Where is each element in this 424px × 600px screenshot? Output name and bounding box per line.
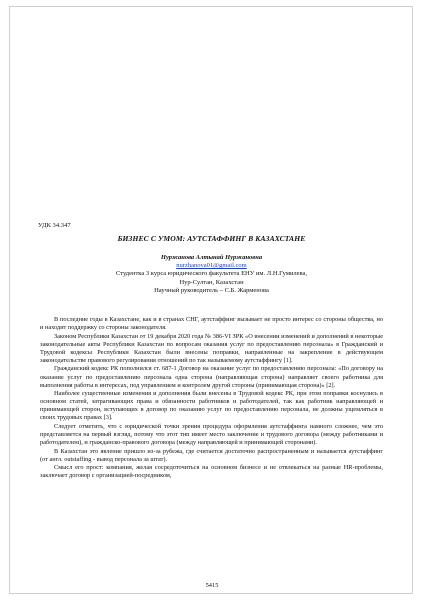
author-affiliation: Студентка 3 курса юридического факультета ЕНУ им. Л.Н.Гумилева, [115,270,308,278]
paragraph: Смысл его прост: компания, желая сосредоточиться на основном бизнесе и не отвлекаться на разные HR-проблемы, заключает договор с организацией-посредником, [40,464,383,480]
body-text [40,316,383,481]
udc-code: УДК 34.347 [38,222,71,229]
page-frame [9,6,413,594]
page-number: 5415 [205,582,219,589]
paragraph: В последние годы в Казахстане, как и в странах СНГ, аутстаффинг вызывает не просто интерес со стороны общества, но и находит поддержку со стороны законодателя. [40,316,383,332]
paragraph: Законом Республики Казахстан от 19 декабря 2020 года № 386-VI ЗРК «О внесении изменений и дополнений в некоторые законодательные акты Республики Казахстан по вопросам оказания услуг по предоставлению персонала» в Гражданский и Трудовой кодексы Республики Казахстан были внесены поправки, направленные на закрепление в действующем законодательстве правового регулирования отношений по так называемому аутстаффингу [1]. [40,332,383,364]
paragraph: Гражданский кодекс РК пополнился ст. 687-1 Договор на оказание услуг по предоставлению персонала: «По договору на оказание услуг по предоставлению персонала одна сторона (направляющая сторона) направляет своего работника для выполнения работы в интересах, под управлением и контролем другой стороны (принимающая сторона)» [2]. [40,365,383,389]
supervisor: Научный руководитель – С.Б. Жарменова [154,286,269,294]
paragraph: Наиболее существенные изменения и дополнения были внесены в Трудовой кодекс РК, при этом поправки коснулись в основном статей, затрагивающих права и обязанности работников и работодателей, так как работник направляющей и принимающей сторон, вступающих в договор по оказанию услуг по предоставлению персонала, не должны ущемляться в своих трудовых правах [3]. [40,390,383,422]
author-name: Нуржанова Алтынай Нуржановна [160,254,263,261]
author-block [40,254,383,295]
author-location: Нур-Султан, Казахстан [179,278,244,286]
paragraph: Следует отметить, что с юридической точки зрения процедура оформления аутстаффинга намного сложнее, чем это представляется на первый взгляд, потому что этот тип имеет место заключение и трудового договора (между работниками и работодателем), и гражданско-правового договора (между направляющей и принимающей сторонами). [40,422,383,447]
paper-title: БИЗНЕС С УМОМ: АУТСТАФФИНГ В КАЗАХСТАНЕ [117,234,306,243]
paragraph: В Казахстан это явление пришло из-за рубежа, где считается достаточно распространенным и называется аутстаффинг (от англ. outstaffing - вывод персонала за штат). [40,447,383,463]
author-email-link[interactable]: nurzhanova01@gmail.com [176,262,247,270]
